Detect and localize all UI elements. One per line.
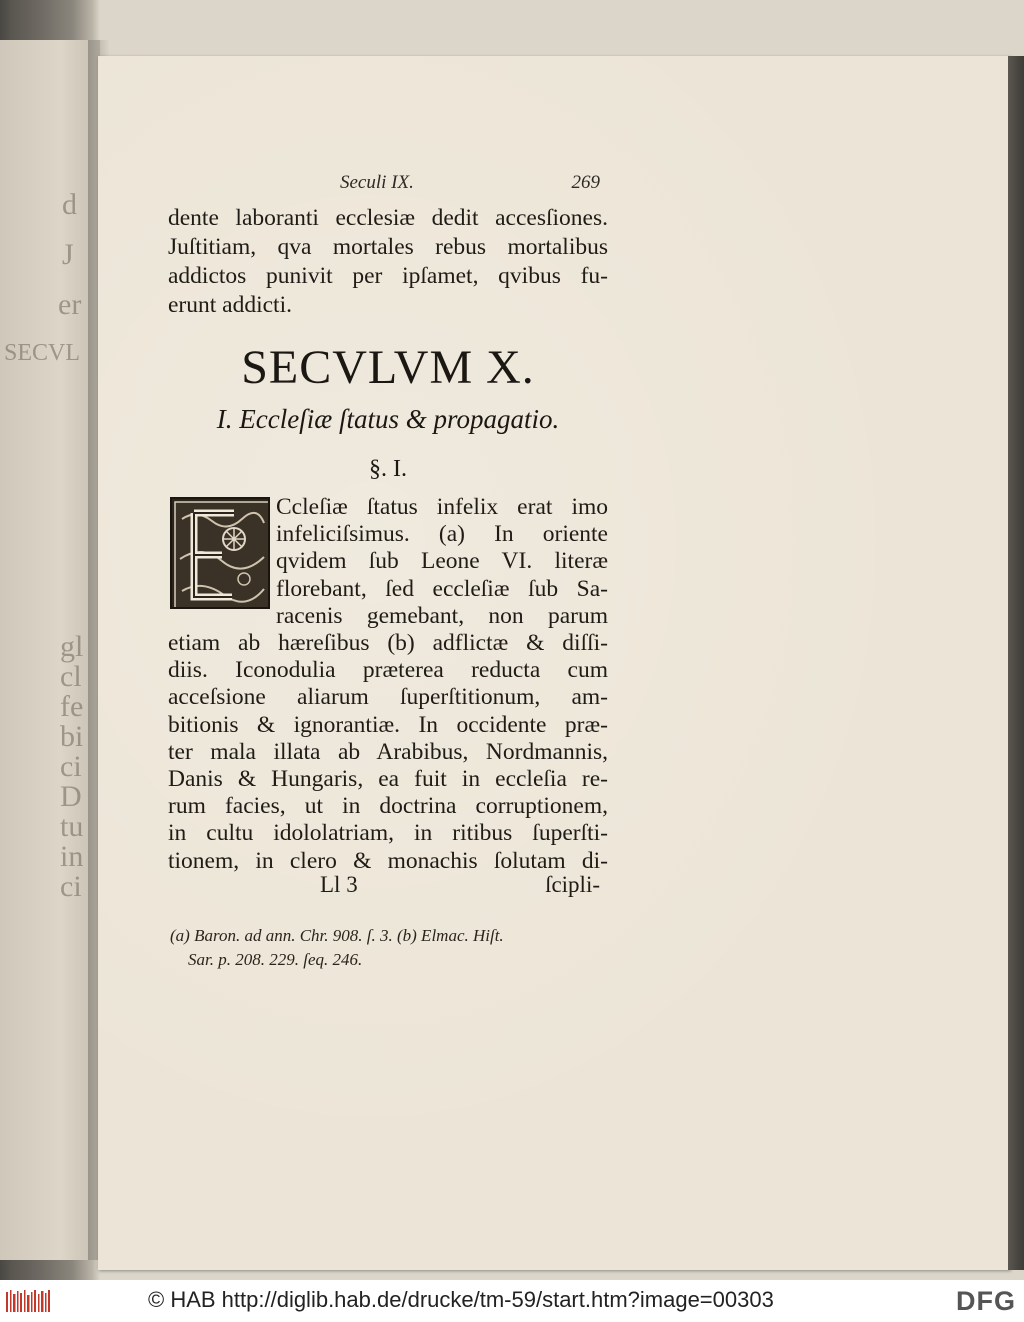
main-paragraph: [168, 494, 608, 875]
ghost-text: d: [62, 188, 77, 221]
signature-mark: Ll 3: [320, 872, 358, 897]
ghost-text: in: [60, 840, 84, 873]
running-head: [340, 172, 600, 198]
page-edge: [1008, 56, 1024, 1270]
text-line: rum facies, ut in doctrina corruptionem,: [168, 793, 608, 820]
text-line: etiam ab hæreſibus (b) adflictæ & diſſi-: [168, 630, 608, 657]
text-line: tionem, in clero & monachis ſolutam di-: [168, 847, 608, 874]
catchword: ſcipli-: [545, 872, 600, 897]
text-line: addictos punivit per ipſamet, qvibus fu-: [168, 263, 608, 289]
ghost-text: ci: [60, 870, 82, 903]
ghost-text: bi: [60, 720, 84, 753]
ghost-text: D: [60, 780, 82, 813]
ghost-text: tu: [60, 810, 84, 843]
text-line: florebant, ſed eccleſiæ ſub Sa-: [276, 575, 608, 602]
text-line: acceſsione aliarum ſuperſtitionum, am-: [168, 684, 608, 711]
intro-paragraph: [168, 204, 608, 320]
barcode-icon: [6, 1290, 50, 1312]
text-line: Ccleſiæ ſtatus infelix erat imo: [276, 494, 608, 520]
footnotes: [170, 924, 610, 972]
ghost-text: J: [62, 238, 74, 271]
ghost-text: fe: [60, 690, 84, 723]
dfg-logo: DFG: [956, 1286, 1016, 1316]
source-link[interactable]: © HAB http://diglib.hab.de/drucke/tm-59/start.htm?image=00303: [148, 1287, 774, 1312]
text-line: ter mala illata ab Arabibus, Nordmannis,: [168, 738, 608, 765]
footnote-line: (a) Baron. ad ann. Chr. 908. ſ. 3. (b) Elmac. Hiſt.: [170, 926, 504, 945]
paragraph-number: §. I.: [369, 456, 407, 482]
ghost-text: ci: [60, 750, 82, 783]
text-line: Danis & Hungaris, ea fuit in eccleſia re-: [168, 766, 608, 793]
text-line: in cultu idololatriam, in ritibus ſuperſti-: [168, 820, 608, 847]
ghost-text: er: [58, 288, 82, 321]
text-line: Juſtitiam, qva mortales rebus mortalibus: [168, 234, 608, 260]
text-line: erunt addicti.: [168, 292, 292, 318]
footnote-line: Sar. p. 208. 229. ſeq. 246.: [188, 950, 363, 969]
page-number: 269: [571, 172, 600, 193]
catchline: [168, 872, 608, 900]
ghost-text: SECVL: [4, 340, 81, 366]
text-line: qvidem ſub Leone VI. literæ: [276, 548, 608, 575]
text-line: infeliciſsimus. (a) In oriente: [276, 521, 608, 548]
previous-page-edge: [0, 40, 100, 1260]
text-line: racenis gemebant, non parum: [276, 602, 608, 629]
text-line: dente laboranti ecclesiæ dedit accesſiones.: [168, 205, 608, 231]
ghost-text: gl: [60, 630, 84, 663]
text-line: bitionis & ignorantiæ. In occidente præ-: [168, 711, 608, 738]
running-head-title: Seculi IX.: [340, 172, 414, 193]
text-line: diis. Iconodulia præterea reducta cum: [168, 657, 608, 684]
viewer-footer: [0, 1280, 1024, 1322]
chapter-heading: SECVLVM X.: [241, 341, 535, 394]
section-subheading: I. Eccleſiæ ſtatus & propagatio.: [216, 404, 560, 434]
ghost-text: cl: [60, 660, 82, 693]
